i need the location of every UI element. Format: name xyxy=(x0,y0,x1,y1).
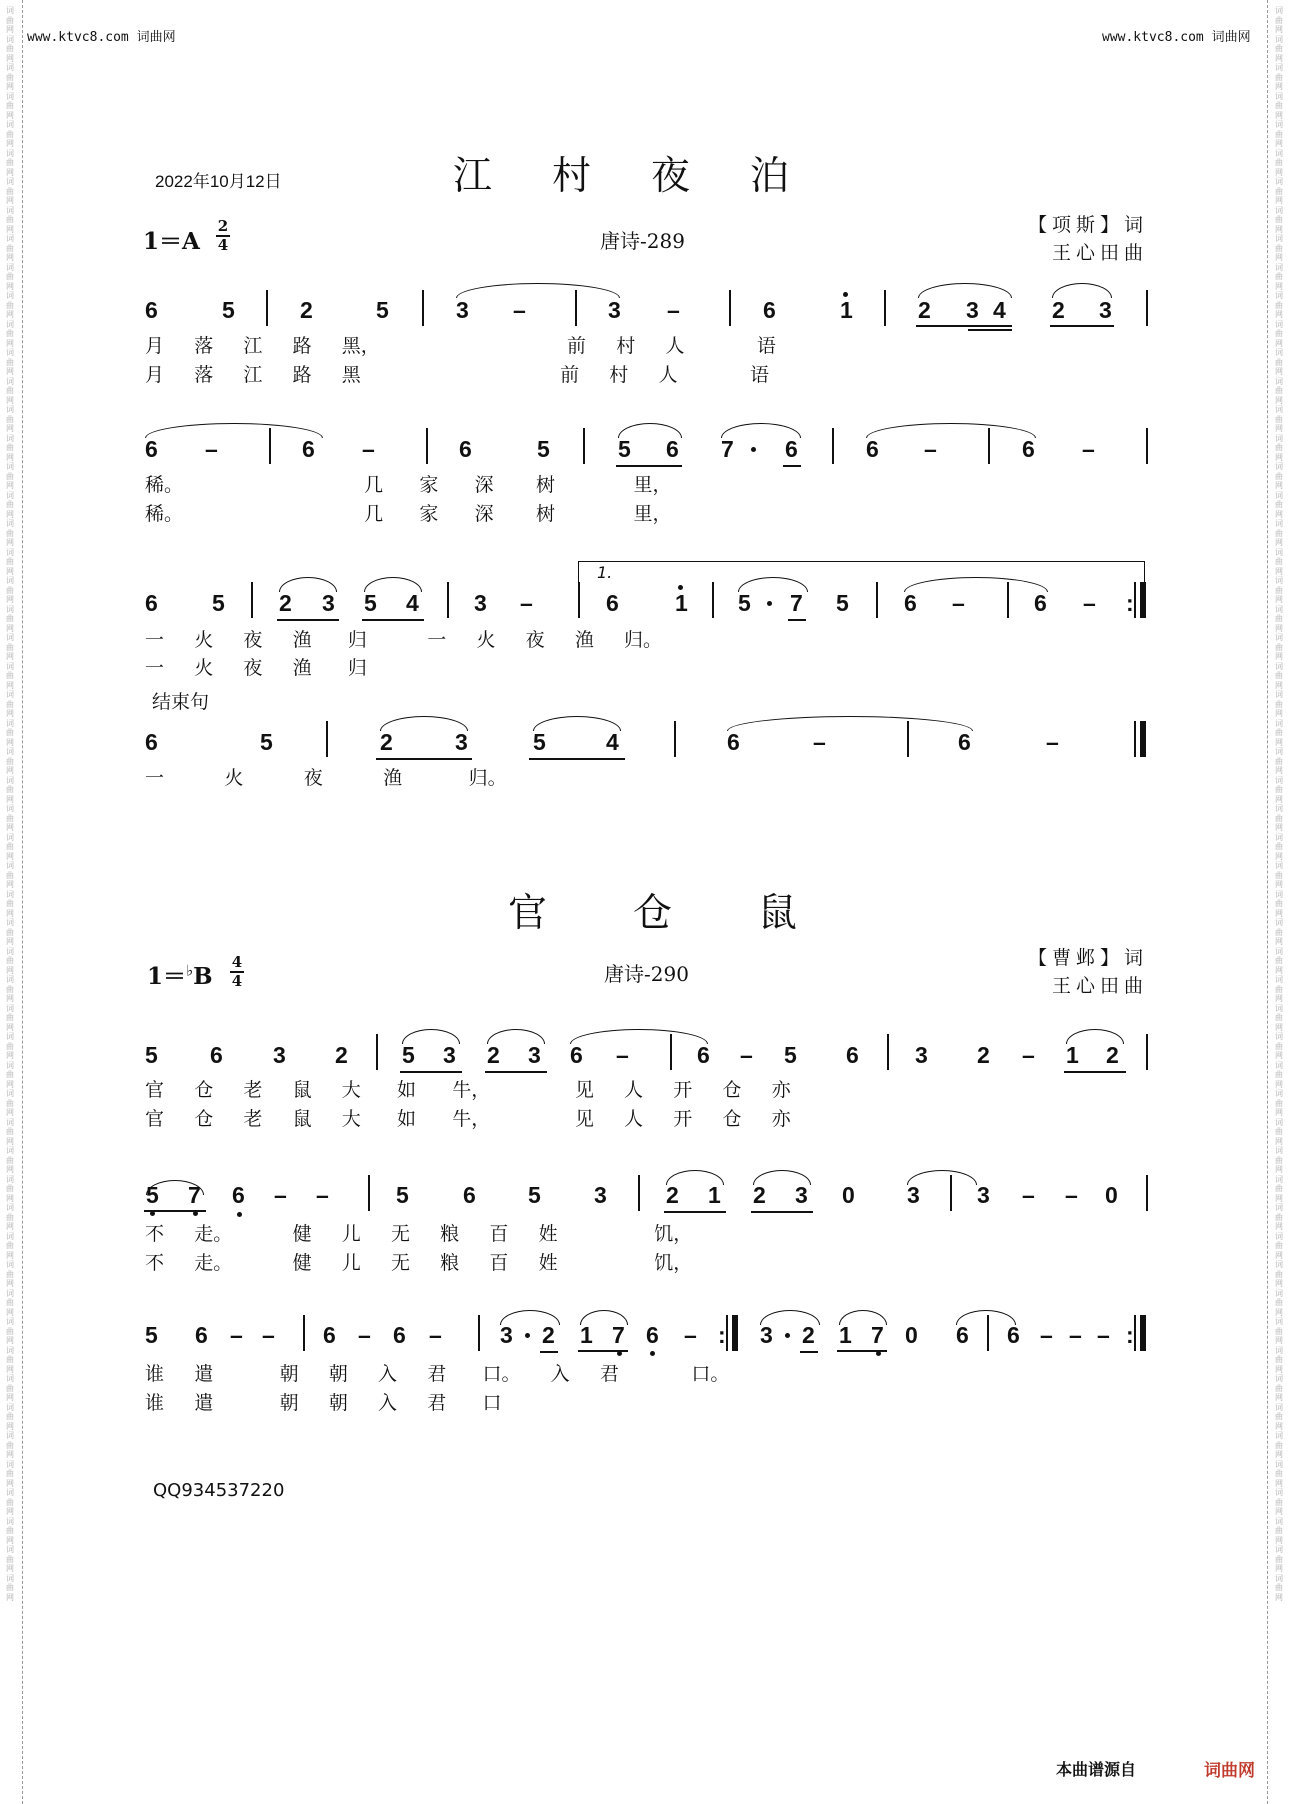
note: 5 xyxy=(376,297,389,323)
note: 6 xyxy=(210,1042,223,1068)
right-edge-watermark: 词曲网词曲网词曲网词曲网词曲网词曲网词曲网词曲网词曲网词曲网词曲网词曲网词曲网词曲网词曲网词曲网词曲网词曲网词曲网词曲网词曲网词曲网词曲网词曲网词曲网词曲网词曲网词曲网词曲网词曲网词曲网词曲网词曲网词曲网词曲网词曲网词曲网词曲网词曲网词曲网词曲网词曲网词曲网词曲网词曲网词曲网词曲网词曲网词曲网词曲网词曲网词曲网词曲网词曲网词曲网词曲网 xyxy=(1275,6,1283,1602)
note: 2 xyxy=(380,729,393,755)
note: – xyxy=(813,729,826,755)
slur xyxy=(1052,283,1112,298)
note: 3 xyxy=(322,590,335,616)
note: 5 xyxy=(528,1182,541,1208)
note: 2 xyxy=(1106,1042,1119,1068)
slur xyxy=(918,283,1012,298)
note: 6 xyxy=(956,1322,969,1348)
left-dashed-border xyxy=(0,0,23,1804)
underline xyxy=(540,1351,558,1353)
repeat-dots: : xyxy=(718,1322,726,1348)
first-ending-bracket xyxy=(578,561,1145,586)
underline xyxy=(664,1211,726,1213)
note: – xyxy=(429,1322,442,1348)
note: – xyxy=(1040,1322,1053,1348)
note: 6 xyxy=(145,436,158,462)
barline xyxy=(907,721,909,757)
first-ending-label: 1. xyxy=(597,563,613,582)
left-edge-watermark: 词曲网词曲网词曲网词曲网词曲网词曲网词曲网词曲网词曲网词曲网词曲网词曲网词曲网词曲网词曲网词曲网词曲网词曲网词曲网词曲网词曲网词曲网词曲网词曲网词曲网词曲网词曲网词曲网词曲网词曲网词曲网词曲网词曲网词曲网词曲网词曲网词曲网词曲网词曲网词曲网词曲网词曲网词曲网词曲网词曲网词曲网词曲网词曲网词曲网词曲网词曲网词曲网词曲网词曲网词曲网词曲网 xyxy=(6,6,14,1602)
underline xyxy=(1050,325,1114,327)
note: – xyxy=(520,590,533,616)
underline xyxy=(751,1211,813,1213)
note: 5 xyxy=(364,590,377,616)
barline xyxy=(832,428,834,464)
note: 5 xyxy=(738,590,751,616)
note: 6 xyxy=(195,1322,208,1348)
note: 0 xyxy=(905,1322,918,1348)
note: 6 xyxy=(323,1322,336,1348)
song1-lyrics-row2-a: 稀。 几 家 深 树 里， xyxy=(145,474,672,496)
site-watermark-right: www.ktvc8.com 词曲网 xyxy=(1102,30,1251,45)
note: – xyxy=(274,1182,287,1208)
underline xyxy=(485,1071,547,1073)
note: 1 xyxy=(1066,1042,1079,1068)
underline xyxy=(616,465,682,467)
note: – xyxy=(952,590,965,616)
note: 6 xyxy=(606,590,619,616)
high-octave-dot xyxy=(843,292,848,297)
note: 5 xyxy=(212,590,225,616)
dot xyxy=(785,1333,790,1338)
note: 3 xyxy=(977,1182,990,1208)
note: – xyxy=(1022,1042,1035,1068)
song2-time-signature: 4 4 xyxy=(231,953,243,990)
note: 3 xyxy=(1099,297,1112,323)
note: 6 xyxy=(697,1042,710,1068)
note: 6 xyxy=(666,436,679,462)
note: – xyxy=(205,436,218,462)
note: 2 xyxy=(666,1182,679,1208)
note: 2 xyxy=(279,590,292,616)
repeat-dots: : xyxy=(1126,1322,1134,1348)
note: 3 xyxy=(500,1322,513,1348)
note: 1 xyxy=(839,1322,852,1348)
barline xyxy=(478,1315,480,1351)
note: 5 xyxy=(533,729,546,755)
barline xyxy=(729,290,731,326)
note: 5 xyxy=(784,1042,797,1068)
barline xyxy=(251,582,253,618)
tie xyxy=(866,423,1036,438)
underline xyxy=(277,619,339,621)
note: 3 xyxy=(915,1042,928,1068)
note: – xyxy=(667,297,680,323)
note: 5 xyxy=(836,590,849,616)
note: 6 xyxy=(145,297,158,323)
right-dashed-border xyxy=(1267,0,1290,1804)
note: 6 xyxy=(958,729,971,755)
note: 0 xyxy=(842,1182,855,1208)
barline xyxy=(578,582,580,618)
note: 5 xyxy=(618,436,631,462)
note: – xyxy=(230,1322,243,1348)
barline xyxy=(426,428,428,464)
repeat-dots: : xyxy=(1126,590,1134,616)
note: 6 xyxy=(785,436,798,462)
barline xyxy=(1007,582,1009,618)
song1-lyrics-row1-b: 月 落 江 路 黑 前 村 人 语 xyxy=(145,364,769,386)
song1-lyrics-row4: 一 火 夜 渔 归。 xyxy=(145,767,507,789)
note: 6 xyxy=(763,297,776,323)
barline xyxy=(987,1315,989,1351)
underline xyxy=(1064,1071,1126,1073)
note: 3 xyxy=(528,1042,541,1068)
note: – xyxy=(684,1322,697,1348)
barline xyxy=(726,1315,728,1351)
note: 1 xyxy=(675,590,688,616)
note: 2 xyxy=(918,297,931,323)
barline xyxy=(674,721,676,757)
barline xyxy=(638,1175,640,1211)
song2-lyrics-row2-a: 不 走。 健 儿 无 粮 百 姓 饥， xyxy=(145,1223,693,1245)
dot xyxy=(525,1333,530,1338)
note: 1 xyxy=(580,1322,593,1348)
note: 5 xyxy=(222,297,235,323)
barline xyxy=(670,1034,672,1070)
note: 7 xyxy=(612,1322,625,1348)
song2-lyrics-row2-b: 不 走。 健 儿 无 粮 百 姓 饥， xyxy=(145,1252,693,1274)
note: – xyxy=(1083,590,1096,616)
song1-time-signature: 2 4 xyxy=(217,217,229,254)
barline xyxy=(1146,290,1148,326)
barline xyxy=(422,290,424,326)
barline xyxy=(1146,428,1148,464)
date: 2022年10月12日 xyxy=(155,172,282,191)
low-octave-dot xyxy=(237,1212,242,1217)
note: 0 xyxy=(1105,1182,1118,1208)
song1-composer: 王心田曲 xyxy=(1051,242,1148,264)
song2-lyrics-row3-a: 谁 遣 朝 朝 入 君 口。 入 君 口。 xyxy=(145,1363,730,1385)
note: 5 xyxy=(260,729,273,755)
site-watermark-left: www.ktvc8.com 词曲网 xyxy=(27,30,176,45)
note: – xyxy=(1097,1322,1110,1348)
qq-number: QQ934537220 xyxy=(153,1480,285,1501)
note: – xyxy=(1082,436,1095,462)
note: 3 xyxy=(594,1182,607,1208)
note: 6 xyxy=(904,590,917,616)
note: 6 xyxy=(646,1322,659,1348)
note: 5 xyxy=(537,436,550,462)
song2-lyrics-row1-b: 官 仓 老 鼠 大 如 牛， 见 人 开 仓 亦 xyxy=(145,1108,791,1130)
note: 5 xyxy=(145,1322,158,1348)
final-barline xyxy=(1140,721,1146,757)
barline xyxy=(884,290,886,326)
note: 6 xyxy=(846,1042,859,1068)
repeat-end-barline xyxy=(1140,1315,1146,1351)
barline xyxy=(712,582,714,618)
barline xyxy=(447,582,449,618)
note: 3 xyxy=(474,590,487,616)
song2-title: 官仓鼠 xyxy=(508,891,884,936)
song1-key: 1＝A xyxy=(143,228,200,255)
note: 6 xyxy=(145,590,158,616)
barline xyxy=(950,1175,952,1211)
tie xyxy=(145,423,323,438)
note: – xyxy=(616,1042,629,1068)
underline xyxy=(578,1350,628,1352)
barline xyxy=(266,290,268,326)
note: 6 xyxy=(393,1322,406,1348)
flat-icon: ♭ xyxy=(186,961,194,980)
note: 3 xyxy=(608,297,621,323)
note: 6 xyxy=(463,1182,476,1208)
note: 7 xyxy=(871,1322,884,1348)
footer-source-brand: 词曲网 xyxy=(1204,1761,1255,1781)
song2-key: 1＝♭B xyxy=(147,961,213,990)
barline xyxy=(303,1315,305,1351)
note: – xyxy=(1065,1182,1078,1208)
note: – xyxy=(1069,1322,1082,1348)
note: 2 xyxy=(802,1322,815,1348)
song1-lyrics-row3-b: 一 火 夜 渔 归 xyxy=(145,657,367,679)
note: 7 xyxy=(721,436,734,462)
dot xyxy=(751,447,756,452)
note: 5 xyxy=(396,1182,409,1208)
tie xyxy=(456,283,620,298)
note: 1 xyxy=(708,1182,721,1208)
note: – xyxy=(358,1322,371,1348)
note: 2 xyxy=(977,1042,990,1068)
note: 5 xyxy=(402,1042,415,1068)
note: 3 xyxy=(443,1042,456,1068)
underline xyxy=(144,1210,206,1212)
underline xyxy=(837,1350,887,1352)
barline xyxy=(326,721,328,757)
note: 3 xyxy=(760,1322,773,1348)
note: 6 xyxy=(727,729,740,755)
barline xyxy=(876,582,878,618)
note: 6 xyxy=(570,1042,583,1068)
song1-title: 江村夜泊 xyxy=(453,154,850,199)
note: 6 xyxy=(232,1182,245,1208)
repeat-end-barline xyxy=(732,1315,738,1351)
note: 5 xyxy=(145,1042,158,1068)
song1-lyrics-row1-a: 月 落 江 路 黑， 前 村 人 语 xyxy=(145,335,776,357)
note: 6 xyxy=(1007,1322,1020,1348)
underline xyxy=(800,1351,818,1353)
note: 2 xyxy=(542,1322,555,1348)
song2-lyricist: 【曹邺】词 xyxy=(1027,947,1148,969)
barline xyxy=(1146,1034,1148,1070)
coda-label: 结束句 xyxy=(152,691,210,713)
note: – xyxy=(316,1182,329,1208)
barline xyxy=(1134,721,1136,757)
note: 3 xyxy=(456,297,469,323)
note: 6 xyxy=(866,436,879,462)
note: 3 xyxy=(455,729,468,755)
note: – xyxy=(1022,1182,1035,1208)
underline xyxy=(968,329,1012,331)
underline xyxy=(400,1071,462,1073)
underline xyxy=(376,758,472,760)
note: 2 xyxy=(335,1042,348,1068)
low-octave-dot xyxy=(650,1351,655,1356)
note: 7 xyxy=(790,590,803,616)
note: – xyxy=(362,436,375,462)
underline xyxy=(916,325,1012,327)
tie xyxy=(727,716,973,731)
note: 2 xyxy=(1052,297,1065,323)
note: 6 xyxy=(1034,590,1047,616)
barline xyxy=(988,428,990,464)
note: 5 xyxy=(146,1182,159,1208)
underline xyxy=(783,465,801,467)
note: – xyxy=(924,436,937,462)
song1-lyrics-row3-a: 一 火 夜 渔 归 一 火 夜 渔 归。 xyxy=(145,629,663,651)
underline xyxy=(362,619,424,621)
note: 6 xyxy=(302,436,315,462)
barline xyxy=(887,1034,889,1070)
footer-source-label: 本曲谱源自 xyxy=(1056,1760,1137,1779)
note: 4 xyxy=(406,590,419,616)
song1-source: 唐诗-289 xyxy=(600,229,685,253)
song2-lyrics-row3-b: 谁 遣 朝 朝 入 君 口 xyxy=(145,1392,502,1414)
note: 6 xyxy=(459,436,472,462)
song2-composer: 王心田曲 xyxy=(1051,975,1148,997)
barline xyxy=(1146,1175,1148,1211)
note: 2 xyxy=(300,297,313,323)
note: 3 xyxy=(907,1182,920,1208)
barline xyxy=(376,1034,378,1070)
barline xyxy=(269,428,271,464)
barline xyxy=(368,1175,370,1211)
note: 2 xyxy=(487,1042,500,1068)
note: 7 xyxy=(188,1182,201,1208)
note: – xyxy=(513,297,526,323)
song1-lyrics-row2-b: 稀。 几 家 深 树 里， xyxy=(145,503,672,525)
underline xyxy=(529,758,625,760)
note: 4 xyxy=(993,297,1006,323)
note: 2 xyxy=(753,1182,766,1208)
note: – xyxy=(740,1042,753,1068)
note: 3 xyxy=(966,297,979,323)
song1-lyricist: 【项斯】词 xyxy=(1027,214,1148,236)
song2-lyrics-row1-a: 官 仓 老 鼠 大 如 牛， 见 人 开 仓 亦 xyxy=(145,1079,791,1101)
dot xyxy=(767,601,772,606)
note: – xyxy=(1046,729,1059,755)
note: – xyxy=(262,1322,275,1348)
note: 6 xyxy=(145,729,158,755)
barline xyxy=(575,290,577,326)
barline xyxy=(1134,582,1136,618)
note: 4 xyxy=(606,729,619,755)
barline xyxy=(583,428,585,464)
high-octave-dot xyxy=(678,585,683,590)
note: 3 xyxy=(795,1182,808,1208)
note: 1 xyxy=(840,297,853,323)
song2-source: 唐诗-290 xyxy=(604,962,689,986)
tie xyxy=(570,1029,708,1044)
note: 6 xyxy=(1022,436,1035,462)
repeat-end-barline xyxy=(1140,582,1146,618)
note: 3 xyxy=(273,1042,286,1068)
barline xyxy=(1134,1315,1136,1351)
underline xyxy=(788,619,806,621)
